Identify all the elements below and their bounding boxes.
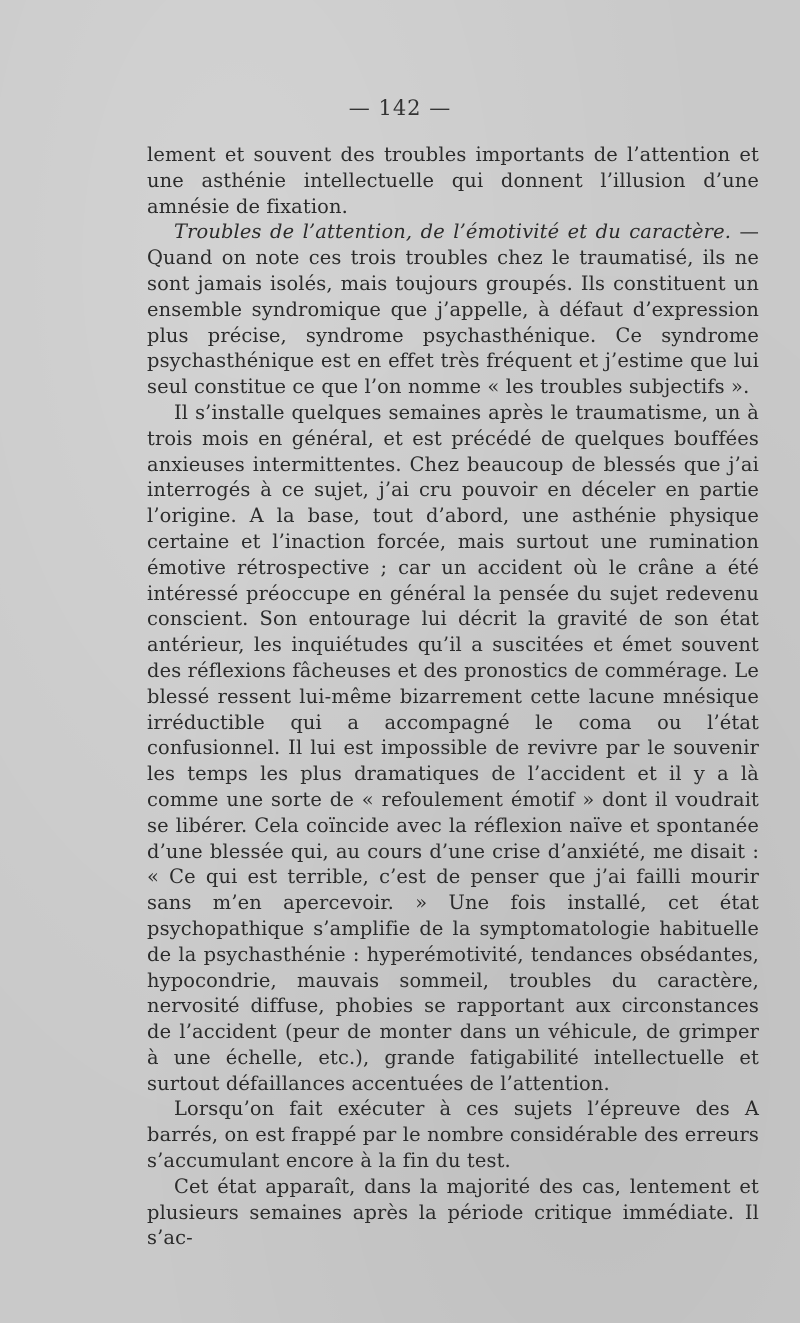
body-text <box>147 142 759 1251</box>
page-number: — 142 — <box>348 96 452 120</box>
paragraph-troubles <box>147 219 759 400</box>
paragraph-apparition: Cet état apparaît, dans la majorité des cas, lentement et plusieurs semaines après la période critique immédiate. Il s’ac- <box>147 1174 759 1250</box>
paragraph-troubles-body: — Quand on note ces trois troubles chez le traumatisé, ils ne sont jamais isolés, mais toujours groupés. Ils constituent un ensemble syndromique que j’appelle, à défaut d’expression plus précise, syndrome psychasthénique. Ce syndrome psychasthénique est en effet très fréquent et j’estime que lui seul constitue ce que l’on nomme « les troubles subjectifs ». <box>147 220 760 399</box>
paragraph-continuation: lement et souvent des troubles importants de l’attention et une asthénie intellectuelle qui donnent l’illusion d’une amnésie de fixation. <box>147 143 759 218</box>
section-heading: Troubles de l’attention, de l’émotivité et du caractère. <box>174 220 732 244</box>
paragraph-installation: Il s’installe quelques semaines après le traumatisme, un à trois mois en général, et est précédé de quelques bouffées anxieuses intermittentes. Chez beaucoup de blessés que j’ai interrogés à ce sujet, j’ai cru pouvoir en déceler en partie l’origine. A la base, tout d’abord, une asthénie physique certaine et l’inaction forcée, mais surtout une rumination émotive rétrospective ; car un accident où le crâne a été intéressé préoccupe en général la pensée du sujet redevenu conscient. Son entourage lui décrit la gravité de son état antérieur, les inquiétudes qu’il a suscitées et émet souvent des réflexions fâcheuses et des pronostics de commérage. Le blessé ressent lui-même bizarrement cette lacune mnésique irréductible qui a accompagné le coma ou l’état confusionnel. Il lui est impossible de revivre par le souvenir les temps les plus dramatiques de l’accident et il y a là comme une sorte de « refoulement émotif » dont il voudrait se libérer. Cela coïncide avec la réflexion naïve et spontanée d’une blessée qui, au cours d’une crise d’anxiété, me disait : « Ce qui est terrible, c’est de penser que j’ai failli mourir sans m’en apercevoir. » Une fois installé, cet état psychopathique s’amplifie de la symptomatologie habituelle de la psychasthénie : hyperémotivité, tendances obsédantes, hypocondrie, mauvais sommeil, troubles du caractère, nervosité diffuse, phobies se rapportant aux circonstances de l’accident (peur de monter dans un véhicule, de grimper à une échelle, etc.), grande fatigabilité intellectuelle et surtout défaillances accentuées de l’attention. <box>147 400 759 1095</box>
paragraph-test: Lorsqu’on fait exécuter à ces sujets l’épreuve des A barrés, on est frappé par le nombre considérable des erreurs s’accumulant encore à la fin du test. <box>147 1097 759 1173</box>
